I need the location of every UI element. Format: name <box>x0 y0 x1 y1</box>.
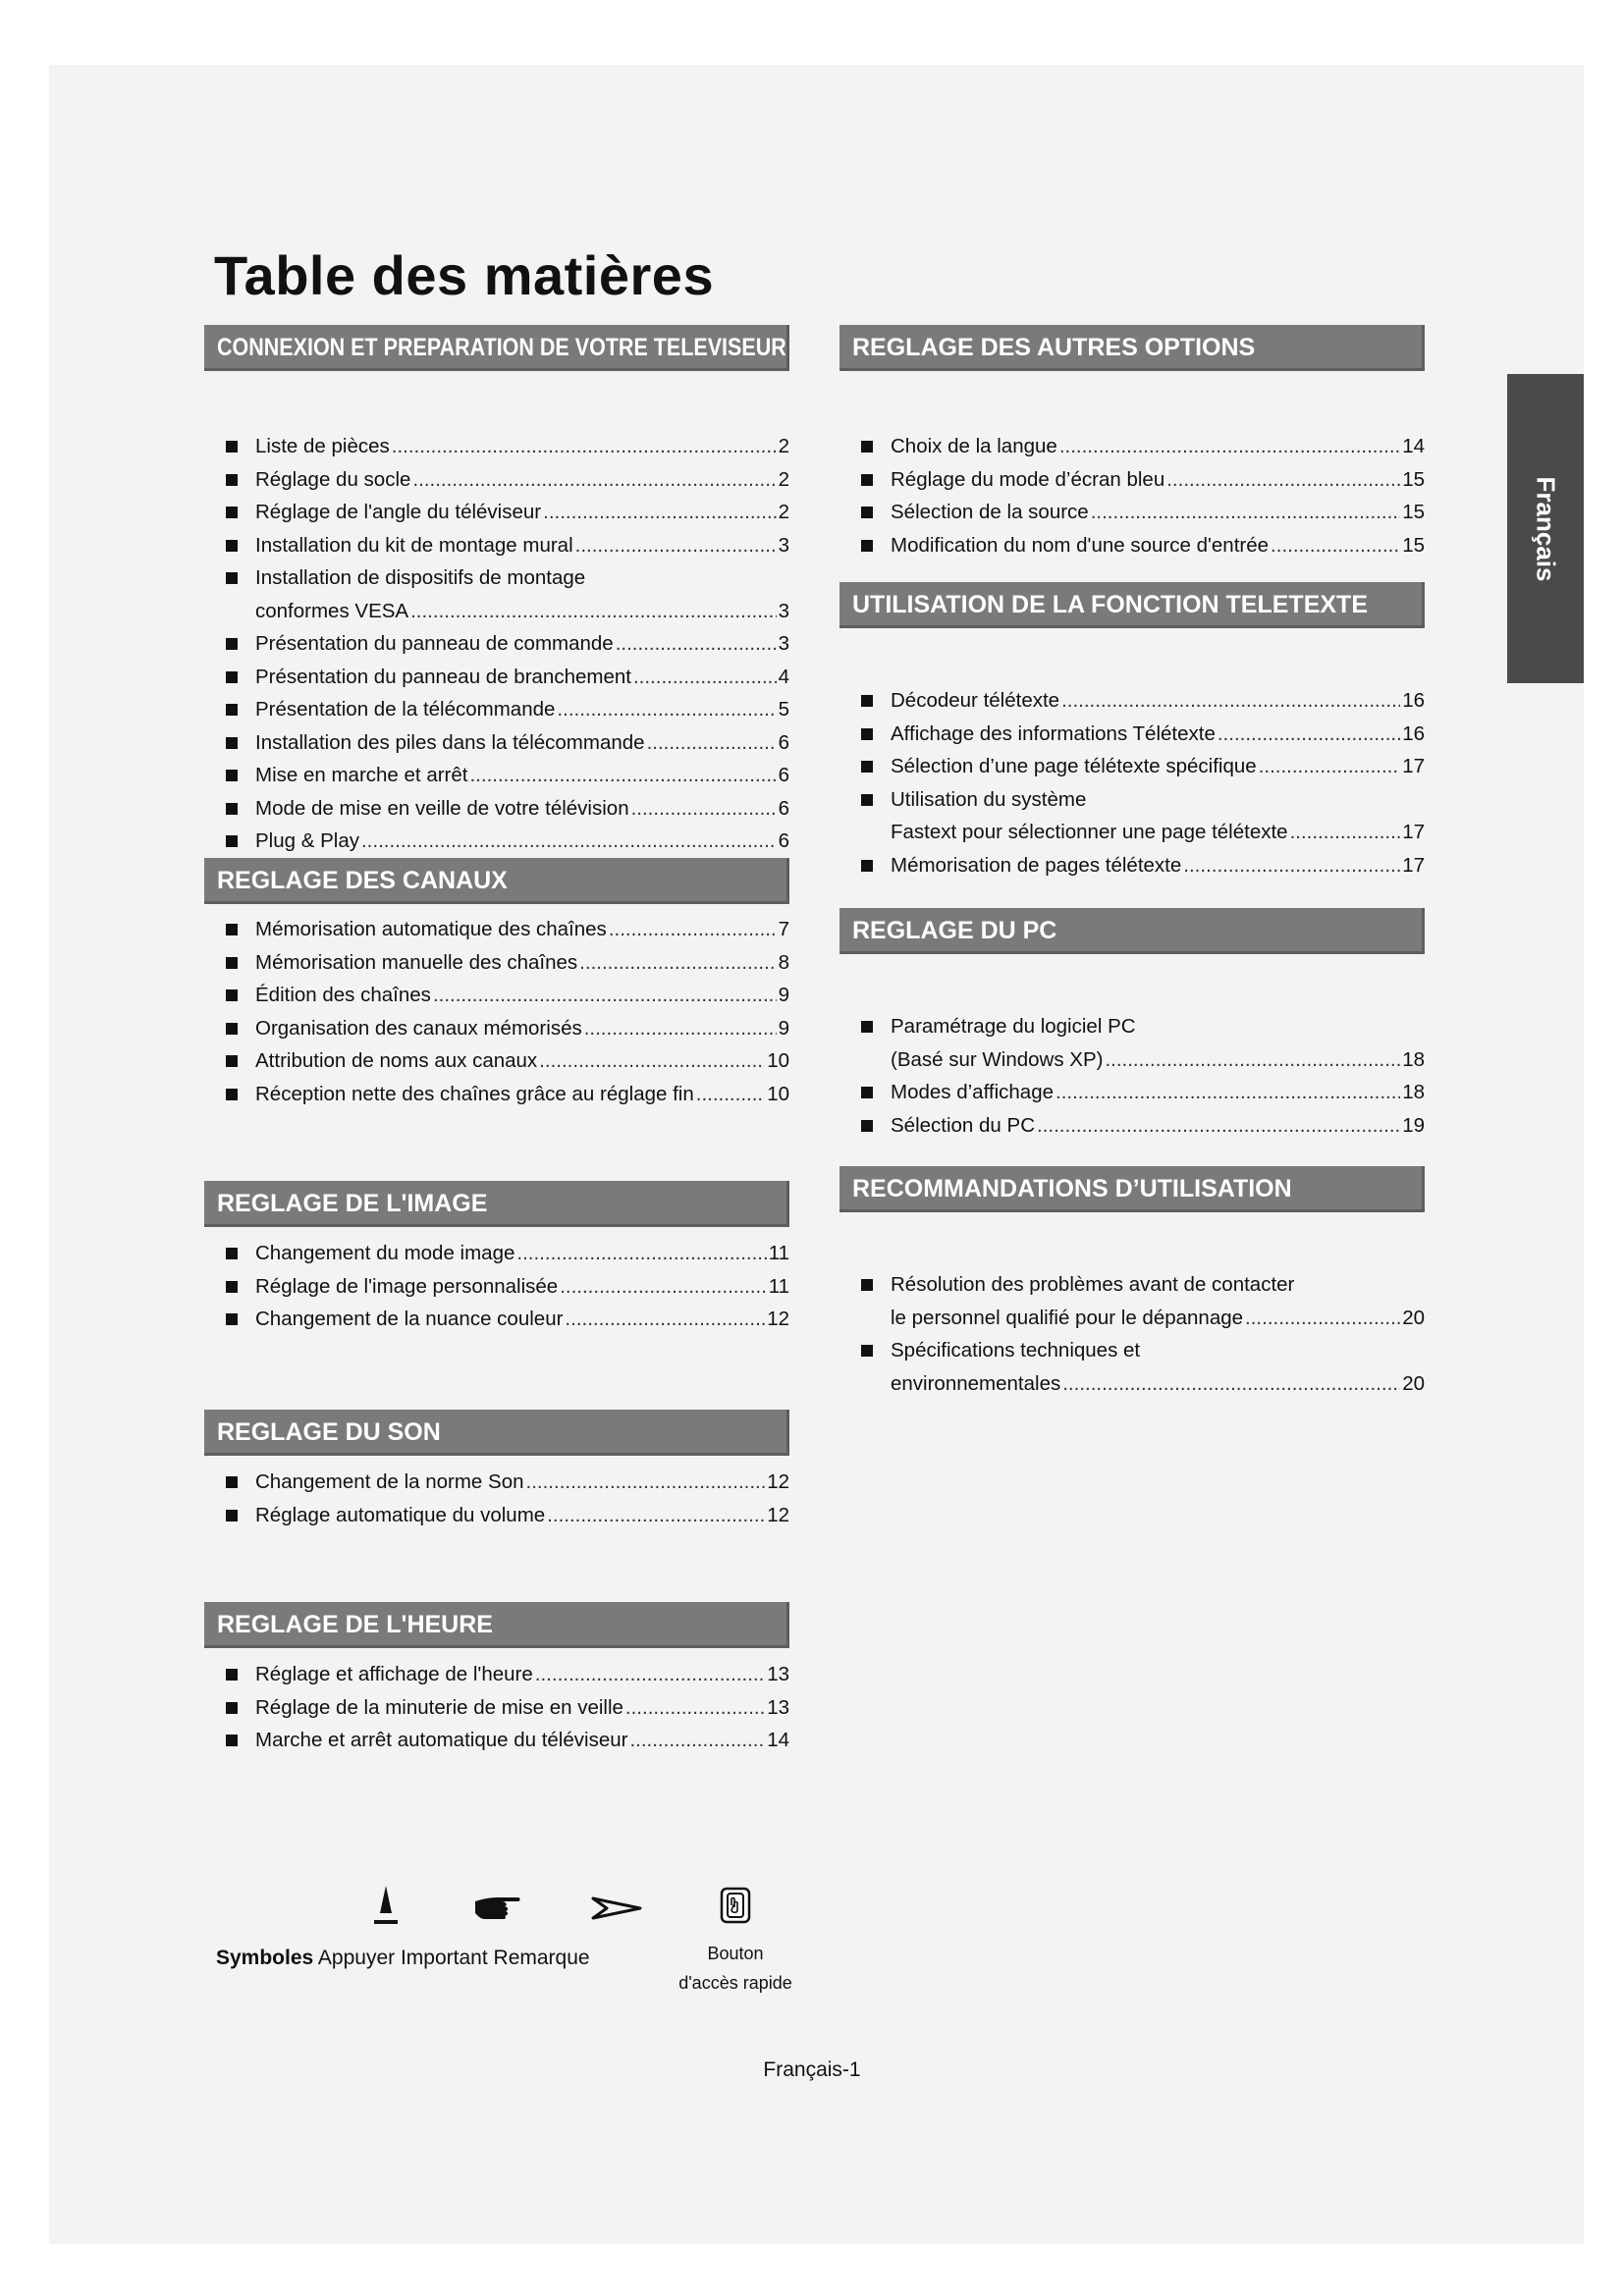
toc-entry <box>839 1076 1425 1109</box>
toc-entry-text: Sélection d’une page télétexte spécifique <box>891 755 1257 777</box>
toc-page-number: 11 <box>768 1242 789 1264</box>
toc-entry-text: Changement du mode image <box>255 1242 515 1264</box>
bullet-square-icon <box>204 1270 255 1304</box>
toc-entry <box>204 792 789 826</box>
toc-page-number: 17 <box>1402 821 1425 843</box>
toc-page-number: 4 <box>778 665 789 688</box>
toc-entry-text: Sélection de la source <box>891 501 1089 523</box>
bullet-square-icon <box>204 726 255 760</box>
dot-leader <box>361 825 777 858</box>
dot-leader <box>547 1499 765 1532</box>
dot-leader <box>584 1012 777 1045</box>
toc-page-number: 3 <box>778 533 789 557</box>
toc-entry <box>839 849 1425 882</box>
bullet-square-icon <box>204 1078 255 1111</box>
symbol-note-label: Remarque <box>493 1947 590 1969</box>
toc-entry <box>204 825 789 858</box>
dot-leader <box>1091 496 1400 529</box>
toc-entry-text: Changement de la norme Son <box>255 1470 524 1493</box>
symbols-legend <box>214 1870 803 1998</box>
toc-entry-text: Réglage de l'image personnalisée <box>255 1274 559 1298</box>
toc-entry-text: Réglage de la minuterie de mise en veille <box>255 1695 623 1719</box>
bullet-square-icon <box>839 463 891 497</box>
dot-leader <box>433 979 777 1012</box>
dot-leader <box>560 1270 767 1304</box>
quick-access-button-icon <box>719 1886 752 1925</box>
toc-list <box>204 430 789 858</box>
toc-page-number: 11 <box>768 1274 789 1298</box>
toc-list <box>839 1010 1425 1142</box>
toc-entry-text: Présentation du panneau de commande <box>255 632 614 655</box>
toc-entry-text: Mémorisation automatique des chaînes <box>255 918 607 940</box>
bullet-square-icon <box>839 783 891 817</box>
bullet-square-icon <box>204 496 255 529</box>
toc-page-number: 17 <box>1402 755 1425 777</box>
dot-leader <box>1271 529 1400 562</box>
toc-entry-text: Réglage du mode d’écran bleu <box>891 467 1165 491</box>
toc-entry-text: Plug & Play <box>255 829 359 852</box>
toc-page-number: 9 <box>778 984 789 1006</box>
toc-page-number: 14 <box>767 1729 789 1751</box>
section-recommandations <box>839 1166 1425 1400</box>
dot-leader <box>1056 1076 1400 1109</box>
dot-leader <box>1105 1043 1400 1077</box>
bullet-square-icon <box>204 561 255 595</box>
toc-page-number: 17 <box>1402 853 1425 877</box>
symbol-press-label: Appuyer <box>317 1947 396 1969</box>
toc-entry <box>839 1268 1425 1334</box>
toc-page-number: 6 <box>778 829 789 852</box>
toc-page-number: 3 <box>778 632 789 655</box>
bullet-square-icon <box>839 718 891 751</box>
note-arrow-icon <box>591 1896 642 1921</box>
toc-entry <box>204 1237 789 1270</box>
bullet-square-icon <box>204 430 255 463</box>
toc-entry-text: le personnel qualifié pour le dépannage <box>891 1306 1244 1329</box>
toc-entry <box>839 1010 1425 1076</box>
dot-leader <box>535 1658 765 1691</box>
toc-entry <box>204 430 789 463</box>
bullet-square-icon <box>204 1012 255 1045</box>
toc-page-number: 16 <box>1402 689 1425 712</box>
symbols-label: Symboles <box>216 1947 314 1969</box>
toc-page-number: 5 <box>778 698 789 721</box>
toc-page-number: 13 <box>767 1663 789 1685</box>
toc-entry-text: Sélection du PC <box>891 1113 1036 1137</box>
section-pc <box>839 908 1425 1142</box>
toc-page-number: 20 <box>1402 1306 1425 1329</box>
bullet-square-icon <box>839 1334 891 1367</box>
toc-entry-text: Réglage du socle <box>255 467 411 491</box>
toc-entry <box>204 1012 789 1045</box>
bullet-square-icon <box>204 661 255 694</box>
bullet-square-icon <box>839 430 891 463</box>
toc-entry <box>839 718 1425 751</box>
toc-entry-text: Modes d’affichage <box>891 1081 1055 1103</box>
toc-entry-text: Marche et arrêt automatique du téléviseur <box>255 1729 628 1751</box>
toc-page-number: 18 <box>1402 1047 1425 1071</box>
bullet-square-icon <box>839 496 891 529</box>
toc-entry <box>839 750 1425 783</box>
toc-entry <box>204 496 789 529</box>
bullet-square-icon <box>204 979 255 1012</box>
section-header: REGLAGE DE L'IMAGE <box>204 1181 789 1227</box>
toc-entry <box>204 1466 789 1499</box>
toc-list <box>204 913 789 1110</box>
toc-entry-text: Organisation des canaux mémorisés <box>255 1016 582 1040</box>
section-heure <box>204 1602 789 1757</box>
toc-page-number: 10 <box>767 1082 789 1105</box>
toc-entry-text: Réglage et affichage de l'heure <box>255 1663 533 1685</box>
symbol-important-label: Important <box>400 1947 488 1969</box>
toc-entry-text: Attribution de noms aux canaux <box>255 1049 538 1072</box>
bullet-square-icon <box>204 1658 255 1691</box>
toc-list <box>839 1268 1425 1400</box>
dot-leader <box>1166 463 1400 497</box>
dot-leader <box>1061 684 1400 718</box>
bullet-square-icon <box>839 1076 891 1109</box>
toc-entry <box>839 1109 1425 1143</box>
toc-entry <box>839 783 1425 849</box>
toc-entry-text: Mise en marche et arrêt <box>255 764 468 786</box>
toc-entry-text: Décodeur télétexte <box>891 689 1060 712</box>
toc-page-number: 15 <box>1402 467 1425 491</box>
toc-page-number: 9 <box>778 1016 789 1040</box>
toc-page-number: 6 <box>778 796 789 820</box>
bullet-square-icon <box>204 1303 255 1336</box>
toc-entry <box>204 1691 789 1725</box>
toc-entry-text: environnementales <box>891 1371 1061 1395</box>
toc-page-number: 14 <box>1402 435 1425 457</box>
toc-entry <box>204 1044 789 1078</box>
toc-entry <box>204 463 789 497</box>
dot-leader <box>392 430 777 463</box>
toc-page-number: 7 <box>778 918 789 940</box>
section-header: UTILISATION DE LA FONCTION TELETEXTE <box>839 582 1425 628</box>
important-hand-icon <box>471 1894 522 1921</box>
toc-entry <box>204 1658 789 1691</box>
toc-entry <box>204 1499 789 1532</box>
toc-entry <box>204 627 789 661</box>
dot-leader <box>616 627 777 661</box>
toc-page-number: 6 <box>778 730 789 754</box>
toc-entry-text: Utilisation du système <box>891 787 1087 811</box>
toc-page-number: 8 <box>778 950 789 974</box>
toc-page-number: 6 <box>778 764 789 786</box>
toc-entry-text: Édition des chaînes <box>255 984 431 1006</box>
dot-leader <box>1062 1367 1400 1401</box>
dot-leader <box>631 792 777 826</box>
toc-page-number: 13 <box>767 1695 789 1719</box>
bullet-square-icon <box>839 684 891 718</box>
dot-leader <box>1183 849 1400 882</box>
bullet-square-icon <box>204 825 255 858</box>
toc-entry <box>204 561 789 627</box>
toc-entry <box>204 946 789 980</box>
toc-entry-text: Installation des piles dans la télécommande <box>255 730 645 754</box>
bullet-square-icon <box>839 849 891 882</box>
section-connexion <box>204 325 789 858</box>
toc-entry <box>839 529 1425 562</box>
press-icon <box>371 1884 401 1927</box>
dot-leader <box>539 1044 765 1078</box>
toc-entry-text: Installation du kit de montage mural <box>255 533 573 557</box>
section-image <box>204 1181 789 1336</box>
toc-entry-text: Résolution des problèmes avant de contacter <box>891 1273 1295 1296</box>
toc-entry-text: Réception nette des chaînes grâce au réglage fin <box>255 1082 694 1105</box>
toc-entry-text: Mémorisation manuelle des chaînes <box>255 950 578 974</box>
bullet-square-icon <box>204 1499 255 1532</box>
toc-page-number: 15 <box>1402 533 1425 557</box>
bullet-square-icon <box>204 1044 255 1078</box>
bullet-square-icon <box>204 1724 255 1757</box>
section-header: REGLAGE DE L'HEURE <box>204 1602 789 1648</box>
toc-entry-text: Changement de la nuance couleur <box>255 1308 564 1330</box>
toc-page-number: 2 <box>778 501 789 523</box>
toc-entry <box>204 979 789 1012</box>
toc-entry-text: Réglage automatique du volume <box>255 1503 546 1526</box>
bullet-square-icon <box>204 1237 255 1270</box>
toc-page-number: 2 <box>778 435 789 457</box>
dot-leader <box>625 1691 765 1725</box>
toc-entry <box>204 759 789 792</box>
toc-list <box>204 1237 789 1336</box>
bullet-square-icon <box>204 913 255 946</box>
dot-leader <box>575 529 777 562</box>
toc-entry-text: conformes VESA <box>255 599 409 622</box>
toc-entry <box>839 463 1425 497</box>
dot-leader <box>1037 1109 1400 1143</box>
toc-list <box>839 684 1425 881</box>
dot-leader <box>1218 718 1400 751</box>
bullet-square-icon <box>204 529 255 562</box>
toc-page-number: 10 <box>767 1049 789 1072</box>
language-tab <box>1507 374 1584 683</box>
dot-leader <box>1245 1302 1400 1335</box>
toc-entry-text: Présentation du panneau de branchement <box>255 665 631 688</box>
bullet-square-icon <box>204 792 255 826</box>
toc-entry-text: Choix de la langue <box>891 435 1057 457</box>
toc-page-number: 3 <box>778 599 789 622</box>
section-header: RECOMMANDATIONS D’UTILISATION <box>839 1166 1425 1212</box>
toc-entry-text: Modification du nom d'une source d'entrée <box>891 533 1270 557</box>
toc-entry-text: Paramétrage du logiciel PC <box>891 1015 1136 1038</box>
section-header: REGLAGE DES CANAUX <box>204 858 789 904</box>
toc-entry <box>204 1270 789 1304</box>
toc-list <box>204 1466 789 1531</box>
bullet-square-icon <box>839 1109 891 1143</box>
dot-leader <box>469 759 776 792</box>
toc-entry <box>204 693 789 726</box>
toc-entry <box>204 1724 789 1757</box>
toc-list <box>204 1658 789 1757</box>
toc-list <box>839 430 1425 561</box>
toc-entry <box>204 1078 789 1111</box>
bullet-square-icon <box>204 946 255 980</box>
toc-page-number: 2 <box>778 467 789 491</box>
section-son <box>204 1410 789 1531</box>
section-teletexte <box>839 582 1425 881</box>
toc-entry <box>204 726 789 760</box>
toc-page-number: 18 <box>1402 1081 1425 1103</box>
toc-entry <box>839 430 1425 463</box>
toc-page-number: 15 <box>1402 501 1425 523</box>
bullet-square-icon <box>204 1691 255 1725</box>
bullet-square-icon <box>839 1268 891 1302</box>
toc-entry <box>204 661 789 694</box>
toc-page-number: 12 <box>767 1470 789 1493</box>
bullet-square-icon <box>204 759 255 792</box>
toc-page-number: 12 <box>767 1308 789 1330</box>
dot-leader <box>565 1303 765 1336</box>
dot-leader <box>609 913 777 946</box>
toc-page-number: 19 <box>1402 1113 1425 1137</box>
toc-entry-text: Présentation de la télécommande <box>255 698 556 721</box>
toc-entry-text: Mémorisation de pages télétexte <box>891 853 1182 877</box>
language-tab-label: Français <box>1531 476 1561 581</box>
bullet-square-icon <box>204 1466 255 1499</box>
toc-entry <box>839 684 1425 718</box>
bullet-square-icon <box>204 693 255 726</box>
dot-leader <box>1059 430 1400 463</box>
toc-entry <box>204 913 789 946</box>
toc-page-number: 20 <box>1402 1371 1425 1395</box>
toc-page-number: 16 <box>1402 721 1425 745</box>
section-header: CONNEXION ET PREPARATION DE VOTRE TELEVISEUR <box>204 325 789 371</box>
dot-leader <box>410 595 777 628</box>
toc-page-number: 12 <box>767 1503 789 1526</box>
toc-entry <box>839 496 1425 529</box>
symbol-quick-access-label: Bouton d'accès rapide <box>678 1944 792 1993</box>
toc-entry-text: Réglage de l'angle du téléviseur <box>255 501 542 523</box>
dot-leader <box>526 1466 766 1499</box>
dot-leader <box>412 463 776 497</box>
toc-entry-text: Liste de pièces <box>255 435 390 457</box>
bullet-square-icon <box>839 1010 891 1043</box>
toc-entry-text: (Basé sur Windows XP) <box>891 1047 1104 1071</box>
section-header: REGLAGE DU SON <box>204 1410 789 1456</box>
toc-entry <box>204 1303 789 1336</box>
toc-entry-text: Fastext pour sélectionner une page télétexte <box>891 821 1288 843</box>
bullet-square-icon <box>839 529 891 562</box>
bullet-square-icon <box>204 627 255 661</box>
dot-leader <box>516 1237 766 1270</box>
toc-entry-text: Spécifications techniques et <box>891 1339 1141 1362</box>
toc-entry <box>204 529 789 562</box>
section-canaux <box>204 858 789 1110</box>
dot-leader <box>629 1724 765 1757</box>
section-header: REGLAGE DES AUTRES OPTIONS <box>839 325 1425 371</box>
toc-entry <box>839 1334 1425 1400</box>
page-number: Français-1 <box>763 2058 861 2081</box>
toc-entry-text: Affichage des informations Télétexte <box>891 721 1216 745</box>
dot-leader <box>696 1078 765 1111</box>
dot-leader <box>1290 816 1401 849</box>
dot-leader <box>647 726 777 760</box>
dot-leader <box>557 693 776 726</box>
dot-leader <box>633 661 777 694</box>
section-autres <box>839 325 1425 561</box>
section-header: REGLAGE DU PC <box>839 908 1425 954</box>
dot-leader <box>579 946 776 980</box>
bullet-square-icon <box>204 463 255 497</box>
page-title: Table des matières <box>214 244 715 306</box>
toc-entry-text: Installation de dispositifs de montage <box>255 566 586 589</box>
toc-entry-text: Mode de mise en veille de votre télévision <box>255 796 629 820</box>
dot-leader <box>543 496 776 529</box>
bullet-square-icon <box>839 750 891 783</box>
dot-leader <box>1259 750 1401 783</box>
